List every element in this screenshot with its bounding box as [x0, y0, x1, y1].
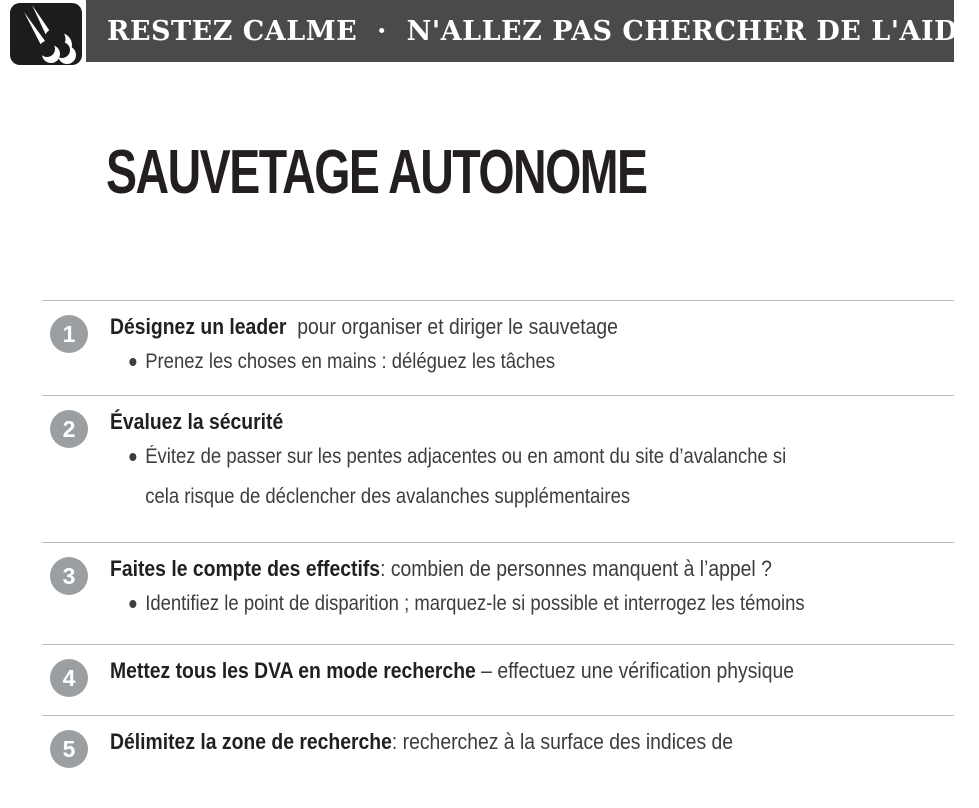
step-heading-bold: Désignez un leader [110, 314, 287, 339]
step-heading [110, 727, 853, 757]
step-number-badge [50, 659, 88, 697]
step-row-3 [42, 542, 954, 644]
bullet-text-continuation: cela risque de déclencher des avalanches supplémentaires [145, 485, 631, 508]
warning-banner [86, 0, 979, 62]
step-heading [110, 407, 853, 437]
step-content [110, 407, 954, 517]
step-row-1 [42, 300, 954, 395]
page-title: SAUVETAGE AUTONOME [106, 138, 647, 207]
warning-banner-text: RESTEZ CALME · N'ALLEZ PAS CHERCHER DE L'AIDE [107, 15, 979, 47]
step-heading-bold: Faites le compte des effectifs [110, 556, 381, 581]
bullet-item [110, 584, 853, 624]
step-number-badge [50, 730, 88, 768]
step-content [110, 554, 954, 624]
step-number: 5 [62, 735, 76, 762]
step-heading [110, 656, 853, 686]
bullet-item [110, 342, 853, 382]
bullet-item [110, 437, 853, 477]
step-row-2 [42, 395, 954, 542]
step-number-badge [50, 410, 88, 448]
step-heading-bold: Évaluez la sécurité [110, 409, 284, 434]
step-content [110, 312, 954, 382]
step-row-4 [42, 644, 954, 715]
avalanche-logo [10, 3, 82, 65]
step-number: 2 [62, 415, 76, 442]
step-heading-rest: pour organiser et diriger le sauvetage [286, 314, 618, 339]
bullet-dot [129, 358, 136, 366]
step-content [110, 727, 954, 757]
step-content [110, 656, 954, 686]
step-number: 3 [62, 562, 76, 589]
bullet-text: Évitez de passer sur les pentes adjacentes ou en amont du site d’avalanche si [145, 445, 787, 468]
bullet-text: Prenez les choses en mains : déléguez les tâches [145, 350, 556, 373]
step-number-badge [50, 315, 88, 353]
step-heading-rest: : combien de personnes manquent à l’appel ? [380, 556, 772, 581]
step-number-badge [50, 557, 88, 595]
steps-list [42, 300, 954, 808]
step-number: 4 [62, 664, 76, 691]
step-heading-bold: Mettez tous les DVA en mode recherche [110, 658, 476, 683]
bullet-dot [129, 453, 136, 461]
step-heading [110, 554, 853, 584]
step-heading-rest: : recherchez à la surface des indices de [391, 729, 734, 754]
bullet-dot [129, 600, 136, 608]
step-row-5 [42, 715, 954, 808]
step-heading-rest: – effectuez une vérification physique [475, 658, 795, 683]
bullet-text: Identifiez le point de disparition ; marquez-le si possible et interrogez les témoins [145, 592, 805, 615]
step-heading [110, 312, 853, 342]
avalanche-logo-icon [10, 3, 82, 65]
step-number: 1 [62, 320, 76, 347]
step-heading-bold: Délimitez la zone de recherche [110, 729, 392, 754]
page-header [0, 0, 979, 65]
